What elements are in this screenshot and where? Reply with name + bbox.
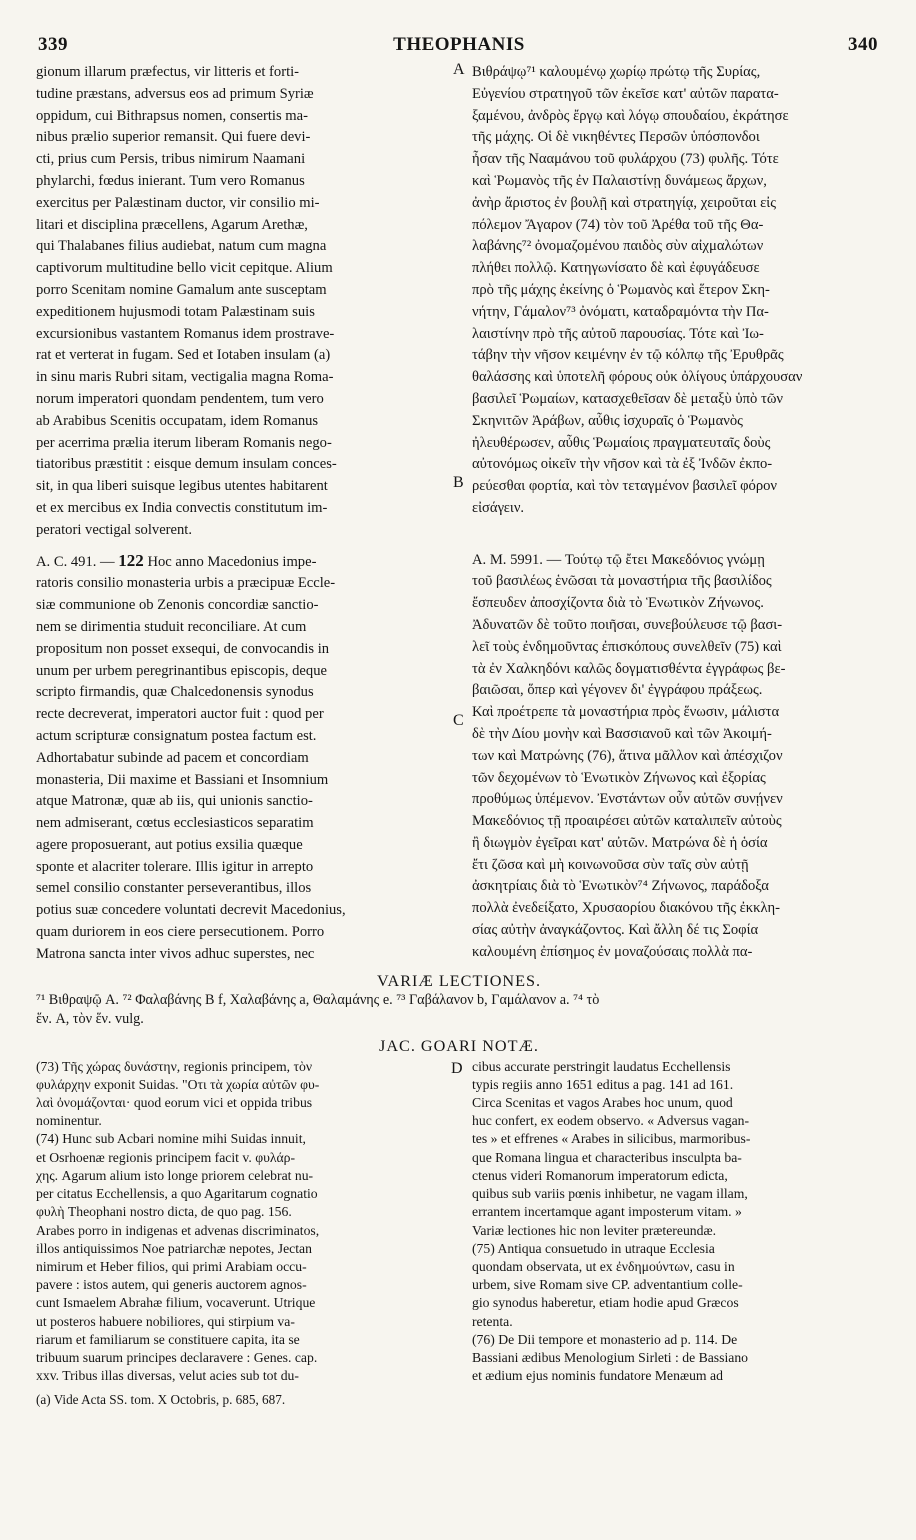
footnote: (a) Vide Acta SS. tom. X Octobris, p. 685, 687.: [36, 1392, 286, 1408]
section-number: 122: [118, 550, 144, 570]
page-title: THEOPHANIS: [393, 34, 525, 55]
variae-lectiones-text: ⁷¹ Βιθραψῷ A. ⁷² Φαλαβάνης B f, Χαλαβάνης a, Θαλαμάνης e. ⁷³ Γαβάλανον b, Γαμάλανον a. ⁷⁴ τὸ ἕν. A, τὸν ἕν. vulg.: [36, 991, 600, 1027]
notes-gutter: [447, 1058, 471, 1386]
greek-column-top: Βιθράψῳ⁷¹ καλουμένῳ χωρίῳ πρώτῳ τῆς Συρίας, Εὐγενίου στρατηγοῦ τῶν ἐκεῖσε κατ' αὐτῶν παρατα- ξαμένου, ἀνδρὸς ἔργῳ καὶ λόγῳ σπουδαίου, ἐκράτησε τῆς μάχης. Οἱ δὲ νικηθέντες Περσῶν ὑπόσπονδοι ἦσαν τῆς Νααμάνου τοῦ φυλάρχου (73) φυλῆς. Τότε καὶ Ῥωμανὸς τῆς ἐν Παλαιστίνῃ δυνάμεως ἄρχων, ἀνὴρ ἄριστος ἐν βουλῇ καὶ στρατηγίᾳ, χειροῦται εἰς πόλεμον Ἄγαρον (74) τὸν τοῦ Ἀρέθα τοῦ τῆς Θα- λαβάνης⁷² ὀνομαζομένου παιδὸς σὺν αἰχμαλώτων πλήθει πολλῷ. Κατηγωνίσατο δὲ καὶ ἐφυγάδευσε πρὸ τῆς μάχης ἐκείνης ὁ Ῥωμανὸς καὶ ἕτερον Σκη- νήτην, Γάμαλον⁷³ ὀνόματι, καταδραμόντα τὴν Πα- λαιστίνην πρὸ τῆς αὐτοῦ παρουσίας. Τότε καὶ Ἰω- τάβην τὴν νῆσον κειμένην ἐν τῷ κόλπῳ τῆς Ἐρυθρᾶς θαλάσσης καὶ ὑποτελῆ φόρους οὐκ ὀλίγους ὑπάρχουσαν βασιλεῖ Ῥωμαίων, κατασχεθεῖσαν δὲ μεταξὺ ὑπὸ τῶν Σκηνιτῶν Ἀράβων, αὖθις ἰσχυραῖς ὁ Ῥωμανὸς ἠλευθέρωσεν, αὖθις Ῥωμαίοις πραγματευταῖς δοὺς αὐτονόμως οἰκεῖν τὴν νῆσον καὶ τὰ ἐξ Ἰνδῶν ἐκπο- ρεύεσθαι φορτία, καὶ τὸν τεταγμένον βασιλεῖ φόρον εἰσάγειν.: [472, 64, 803, 516]
page-number-left: 339: [38, 34, 68, 55]
margin-letter-a: A: [453, 61, 465, 78]
latin-section-text: Hoc anno Macedonius impe- ratoris consilio monasteria urbis a præcipuæ Eccle- siæ communione ob Zenonis concordiæ sanctio- nem se dirimentia studuit reconciliare. At cum propositum non posset exsequi, de convocandis in unum per urbem peregrinantibus episcopis, deque scripto firmandis, quæ Chalcedonensis synodus recte decreverat, imperatori auctor fuit : quod per actum scripturæ consignatum postea factum est. Adhortabatur subinde ad pacem et concordiam monasteria, Dii maxime et Bassiani et Insomnium atque Matronæ, quæ ab iis, qui unionis sanctio- nem admiserant, cœtus ecclesiasticos separatim agere proposuerant, aut potius exsilia quæque sponte et alacriter tolerare. Illis igitur in arrepto semel consilio constanter perseverantibus, illos potius suæ concedere voluntati decrevit Macedonius, quam duriorem in eos ciere persecutionem. Porro Matrona sancta inter vivos adhuc superstes, nec: [36, 553, 346, 962]
margin-letter-b: B: [453, 474, 464, 491]
page-number-right: 340: [848, 34, 878, 55]
notes-heading: JAC. GOARI NOTÆ.: [379, 1036, 539, 1055]
text-block-mid: [36, 550, 882, 966]
margin-letter-c: C: [453, 711, 464, 729]
greek-column-mid: A. M. 5991. — Τούτῳ τῷ ἔτει Μακεδόνιος γνώμῃ τοῦ βασιλέως ἑνῶσαι τὰ μοναστήρια τῆς βασιλίδος ἔσπευδεν ἀποσχίζοντα διὰ τὸ Ἑνωτικὸν Ζήνωνος. Ἀδυνατῶν δὲ τοῦτο ποιῆσαι, συνεβούλευσε τῷ βασι- λεῖ τοὺς ἐνδημοῦντας ἐπισκόπους συνελθεῖν (75) καὶ τὰ ἐν Χαλκηδόνι καλῶς δογματισθέντα ἐγγράφως βε- βαιῶσαι, ὅπερ καὶ γέγονεν δι' ἐγγράφου πράξεως. Καὶ προέτρεπε τὰ μοναστήρια πρὸς ἕνωσιν, μάλιστα δὲ τὴν Δίου μονὴν καὶ Βασσιανοῦ καὶ τῶν Ἀκοιμή- των καὶ Ματρώνης (76), ἅτινα μᾶλλον καὶ ἀπέσχιζον τῶν δεχομένων τὸ Ἑνωτικὸν Ζήνωνος καὶ ἐξορίας προθύμως ὑπέμενον. Ἐνστάντων οὖν αὐτῶν συνῄνεν Μακεδόνιος τῇ προαιρέσει αὐτῶν καταλιπεῖν αὐτοὺς ἢ διωγμὸν ἐγεῖραι κατ' αὐτῶν. Ματρώνα δὲ ἡ ὁσία ἔτι ζῶσα καὶ μὴ κοινωνοῦσα σὺν ταῖς σὺν αὐτῇ ἀσκητρίαις διὰ τὸ Ἑνωτικὸν⁷⁴ Ζήνωνος, παράδοξα πολλὰ ἐνεδείξατο, Χρυσαορίου διακόνου τῆς ἐκκλη- σίας αὐτὴν ἀναγκάζοντος. Καὶ ἄλλη δέ τις Σοφία καλουμένη ἐπίσημος ἐν μοναζούσαις πολλὰ πα-: [472, 551, 786, 960]
latin-year-label: A. C. 491. —: [36, 553, 119, 570]
notes-left-column: (73) Τῆς χώρας δυνάστην, regionis principem, τὸν φυλάρχην exponit Suidas. "Οτι τὰ χωρία αὐτῶν φυ- λαὶ ὀνομάζονται· quod eorum vici et oppida tribus nominentur. (74) Hunc sub Acbari nomine mihi Suidas innuit, et Osrhoenæ regionis principem facit v. φυλάρ- χης. Agarum alium isto longe priorem celebrat nu- per citatus Ecchellensis, a quo Agaritarum cognatio φυλὴ Theophani nostro dicta, de quo pag. 156. Arabes porro in indigenas et advenas discriminatos, illos antiquissimos Noe patriarchæ nepotes, Jectan nimirum et Heber filios, qui primi Arabiam occu- pavere : istos autem, qui generis auctorem agnos- cunt Ismaelem Abrahæ filium, vocaverunt. Utrique ut posteros habuere nobiliores, qui stirpium va- riarum et familiarum se constituere capita, ita se tribuum suarum principes declaravere : Genes. cap. xxv. Tribus illas diversas, velut acies sub tot du-: [36, 1058, 320, 1384]
running-header: [36, 28, 882, 62]
latin-column-top: gionum illarum præfectus, vir litteris et forti- tudine præstans, adversus eos ad primum Syriæ oppidum, cui Bithrapsus nomen, consertis ma- nibus prælio superior remansit. Qui fuere devi- cti, prius cum Persis, tribus nimirum Naamani phylarchi, fœdus inierant. Tum vero Romanus exercitus per Palæstinam ductor, vir consilio mi- litari et disciplina præcellens, Agarum Arethæ, qui Thalabanes filius audiebat, natum cum magna captivorum multitudine bello vicit cepitque. Alium porro Scenitam nomine Gamalum ante susceptam expeditionem hujusmodi totam Palæstinam suis excursionibus vastantem Romanus idem prostrave- rat et verterat in fugam. Sed et Iotaben insulam (a) in sinu maris Rubri sitam, vectigalia magna Roma- norum imperatori quondam pendentem, tum vero ab Arabibus Scenitis occupatam, idem Romanus per acerrima prælia iterum liberam Romanis nego- tiatoribus præstitit : eisque demum insulam conces- sit, in qua liberi suisque legibus utentes habitarent et ex mercibus ex India convectis constitutum im- peratori vectigal solverent.: [36, 64, 337, 538]
notes-block: [36, 1058, 882, 1386]
margin-gutter-top: [447, 62, 471, 542]
margin-gutter-mid: [447, 550, 471, 966]
latin-column-mid: [36, 550, 446, 966]
variae-lectiones-heading: VARIÆ LECTIONES.: [376, 971, 542, 990]
text-block-top: [36, 62, 882, 542]
margin-letter-d: D: [451, 1059, 463, 1077]
notes-right-column: cibus accurate perstringit laudatus Ecchellensis typis regiis anno 1651 editus a pag. 141 ad 161. Circa Scenitas et vagos Arabes hoc unum, quod huc confert, ex eodem observo. « Adversus vagan- tes » et effrenes « Arabes in silicibus, marmoribus- que Romana lingua et characteribus insculpta ba- ctenus videri Romanorum imperatorum edicta, quibus sub variis pœnis inhibetur, ne vagam illam, errantem incertamque agant imposterum vitam. » Variæ lectiones hic non leviter prætereundæ. (75) Antiqua consuetudo in utraque Ecclesia quondam observata, ut ex ἐνδημούντων, casu in urbem, sive Romam sive CP. adventantium colle- gio synodus haberetur, etiam hodie apud Græcos retenta. (76) De Dii tempore et monasterio ad p. 114. De Bassiani ædibus Menologium Sirleti : de Bassiano et ædium ejus nominis fundatore Menæum ad: [472, 1058, 751, 1384]
